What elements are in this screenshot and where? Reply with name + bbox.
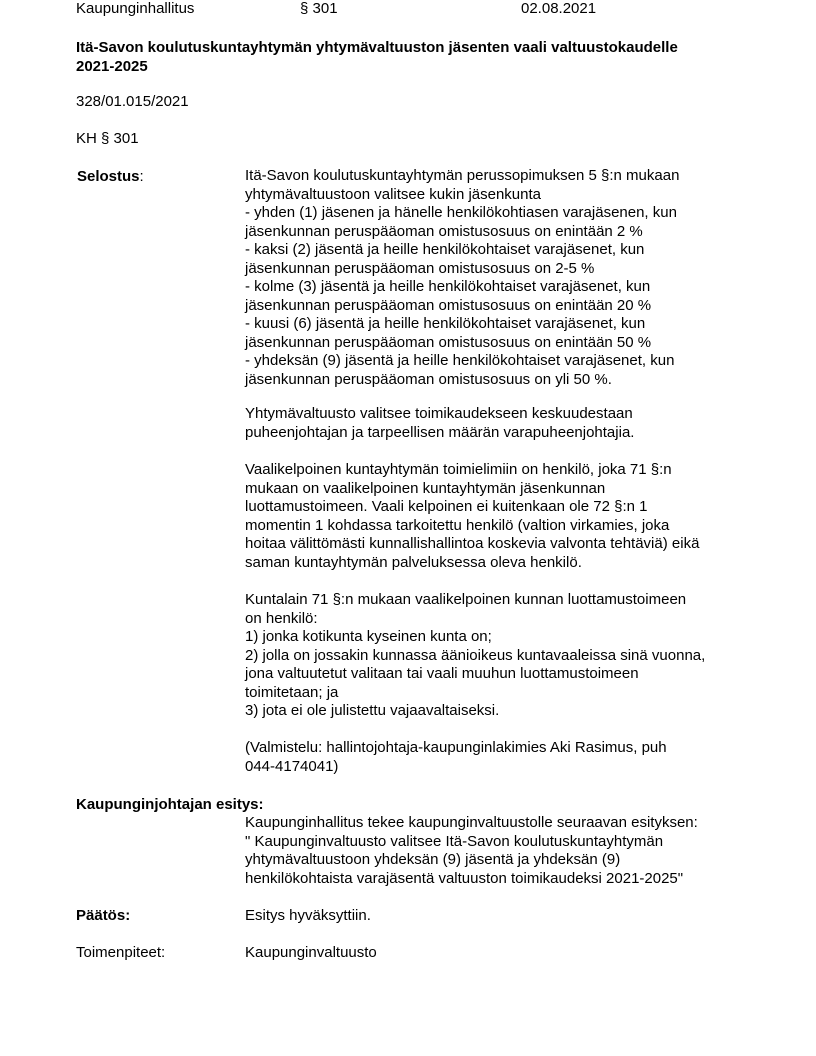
esitys-label: Kaupunginjohtajan esitys:	[76, 796, 264, 813]
selostus-colon: :	[139, 168, 144, 185]
esitys-body	[245, 814, 755, 888]
body-line: luottamustoimeen. Vaali kelpoinen ei kuitenkaan ole 72 §:n 1	[245, 498, 648, 515]
body-line: 1) jonka kotikunta kyseinen kunta on;	[245, 628, 492, 645]
paatos-label: Päätös:	[76, 907, 131, 924]
body-line: momentin 1 kohdassa tarkoitettu henkilö (valtion virkamies, joka	[245, 516, 670, 534]
body-line: jäsenkunnan peruspääoman omistusosuus on enintään 2 %	[245, 222, 643, 240]
kh-reference: KH § 301	[76, 130, 139, 147]
document-title	[76, 38, 678, 76]
selostus-paragraph-4	[245, 591, 705, 721]
body-line: on henkilö:	[245, 609, 318, 627]
body-line: jäsenkunnan peruspääoman omistusosuus on yli 50 %.	[245, 370, 612, 388]
body-line: Yhtymävaltuusto valitsee toimikaudekseen keskuudestaan	[245, 405, 633, 422]
body-line: - kuusi (6) jäsentä ja heille henkilökohtaiset varajäsenet, kun	[245, 315, 646, 332]
body-line: - yhdeksän (9) jäsentä ja heille henkilökohtaiset varajäsenet, kun	[245, 352, 675, 369]
body-line: - yhden (1) jäsenen ja hänelle henkilökohtiasen varajäsenen, kun	[245, 204, 677, 221]
header-section: § 301	[300, 0, 338, 17]
selostus-paragraph-3	[245, 461, 699, 572]
paatos-text: Esitys hyväksyttiin.	[245, 907, 371, 924]
body-line: jäsenkunnan peruspääoman omistusosuus on enintään 20 %	[245, 296, 652, 314]
body-line: hoitaa välittömästi kunnallishallintoa koskevia valvonta tehtäviä) eikä	[245, 535, 700, 552]
body-line: jäsenkunnan peruspääoman omistusosuus on 2-5 %	[245, 259, 595, 277]
selostus-paragraph-5	[245, 739, 667, 776]
body-line: 3) jota ei ole julistettu vajaavaltaiseksi.	[245, 702, 500, 719]
body-line: mukaan on vaalikelpoinen kuntayhtymän jäsenkunnan	[245, 479, 606, 497]
selostus-body	[245, 167, 755, 777]
header-date: 02.08.2021	[521, 0, 597, 17]
header-body: Kaupunginhallitus	[76, 0, 195, 17]
body-line: - kaksi (2) jäsentä ja heille henkilökohtaiset varajäsenet, kun	[245, 241, 645, 258]
title-line: 2021-2025	[76, 58, 148, 75]
body-line: - kolme (3) jäsentä ja heille henkilökohtaiset varajäsenet, kun	[245, 278, 651, 295]
toimenpiteet-text: Kaupunginvaltuusto	[245, 944, 377, 961]
body-line: (Valmistelu: hallintojohtaja-kaupunginlakimies Aki Rasimus, puh	[245, 739, 667, 756]
toimenpiteet-label: Toimenpiteet:	[76, 944, 166, 961]
body-line: Kuntalain 71 §:n mukaan vaalikelpoinen kunnan luottamustoimeen	[245, 591, 687, 608]
title-line: Itä-Savon koulutuskuntayhtymän yhtymävaltuuston jäsenten vaali valtuustokaudelle	[76, 39, 678, 56]
body-line: 044-4174041)	[245, 757, 339, 775]
body-line: saman kuntayhtymän palveluksessa oleva henkilö.	[245, 553, 582, 571]
body-line: yhtymävaltuustoon valitsee kukin jäsenkunta	[245, 185, 542, 203]
selostus-paragraph-2	[245, 405, 634, 442]
body-line: jona valtuutetut valitaan tai vaali muuhun luottamustoimeen	[245, 665, 639, 682]
selostus-paragraph-1	[245, 167, 679, 389]
body-line: toimitetaan; ja	[245, 683, 339, 701]
body-line: " Kaupunginvaltuusto valitsee Itä-Savon koulutuskuntayhtymän	[245, 832, 664, 850]
diary-number: 328/01.015/2021	[76, 93, 189, 110]
body-line: jäsenkunnan peruspääoman omistusosuus on enintään 50 %	[245, 333, 652, 351]
body-line: Vaalikelpoinen kuntayhtymän toimielimiin on henkilö, joka 71 §:n	[245, 461, 672, 478]
body-line: henkilökohtaista varajäsentä valtuuston toimikaudeksi 2021-2025"	[245, 869, 684, 887]
body-line: 2) jolla on jossakin kunnassa äänioikeus kuntavaaleissa sinä vuonna,	[245, 646, 706, 664]
body-line: Itä-Savon koulutuskuntayhtymän perussopimuksen 5 §:n mukaan	[245, 167, 680, 184]
body-line: puheenjohtajan ja tarpeellisen määrän varapuheenjohtajia.	[245, 423, 635, 441]
body-line: yhtymävaltuustoon yhdeksän (9) jäsentä ja yhdeksän (9)	[245, 851, 621, 868]
body-line: Kaupunginhallitus tekee kaupunginvaltuustolle seuraavan esityksen:	[245, 814, 698, 831]
selostus-label	[77, 168, 144, 185]
selostus-label-text: Selostus	[77, 168, 140, 185]
